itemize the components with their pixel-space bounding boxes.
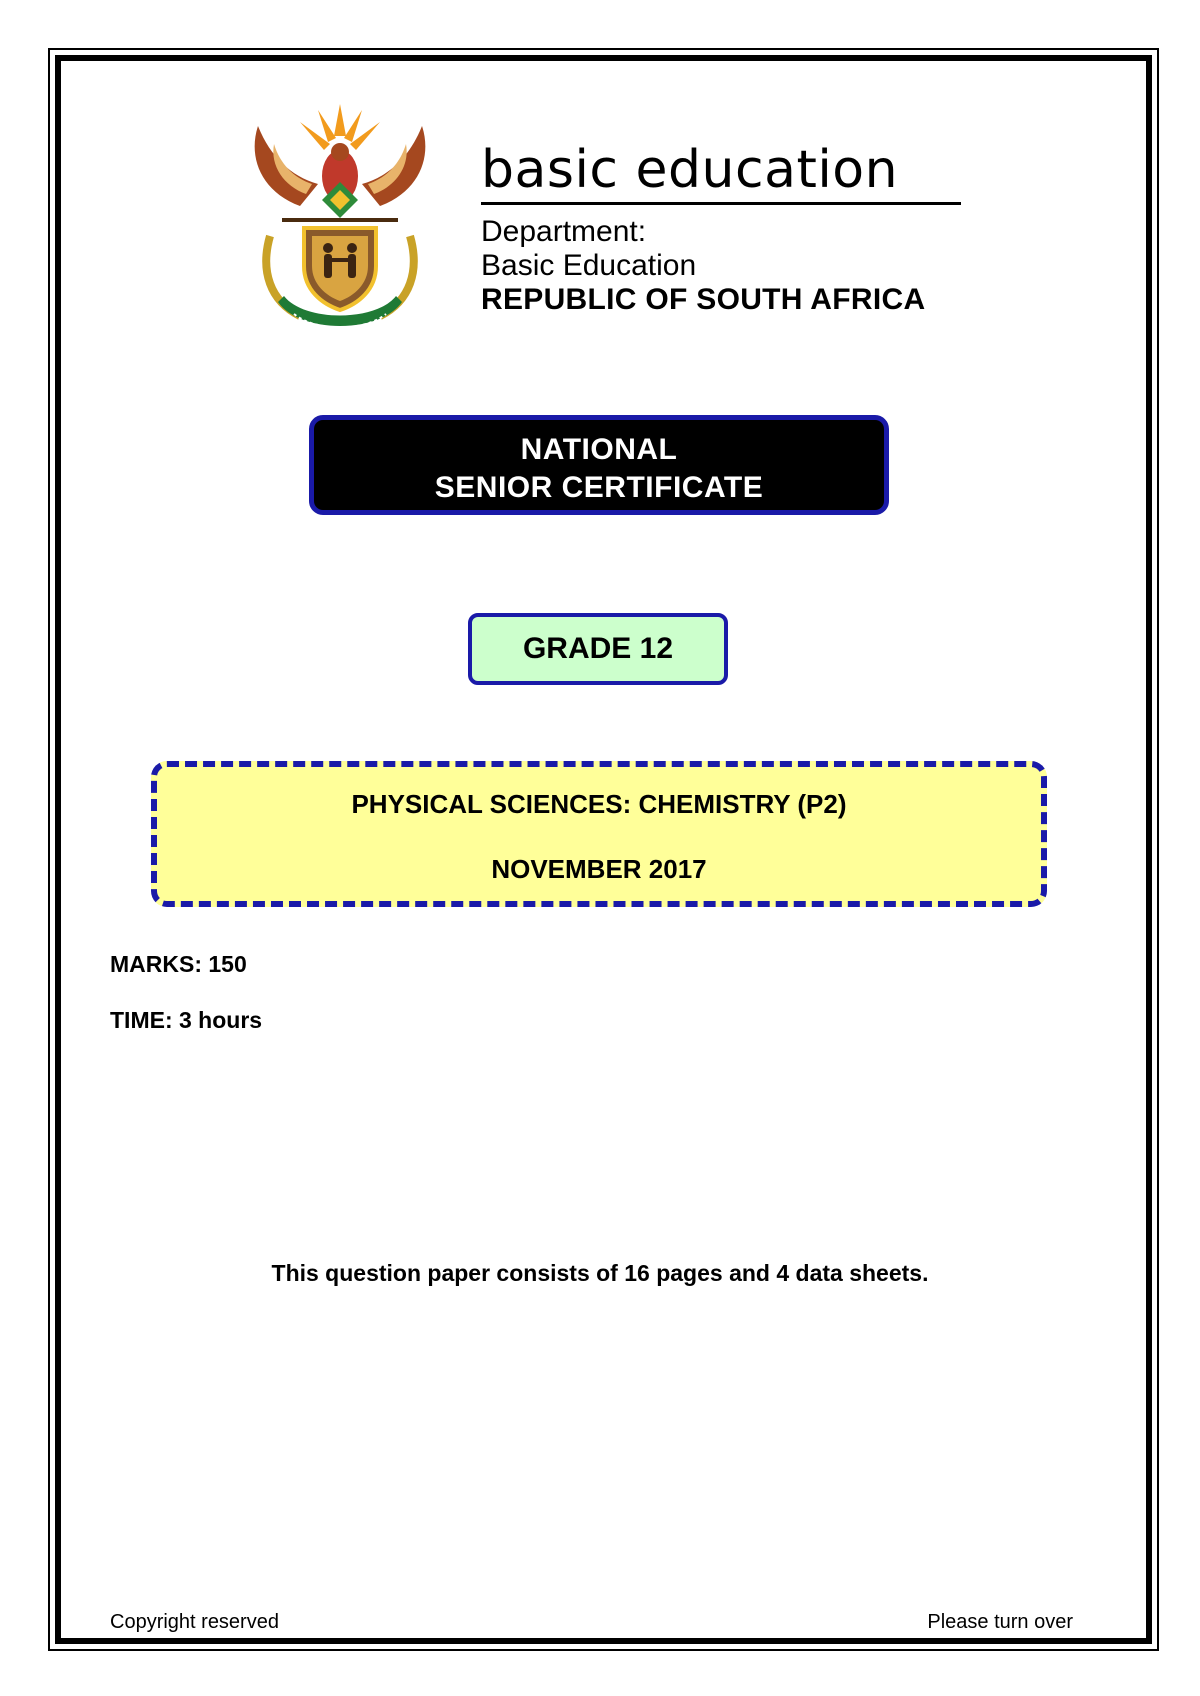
grade-badge: GRADE 12 [468, 613, 728, 685]
turn-over-footer: Please turn over [927, 1611, 1073, 1633]
certificate-line-1: NATIONAL [520, 433, 678, 466]
subject-title: PHYSICAL SCIENCES: CHEMISTRY (P2) [351, 789, 847, 819]
subject-box [151, 761, 1047, 907]
time-text: TIME: 3 hours [110, 1007, 263, 1033]
certificate-line-2: SENIOR CERTIFICATE [434, 471, 764, 504]
brand-title: basic education [481, 140, 899, 200]
department-brand [481, 140, 961, 317]
brand-divider [481, 202, 961, 205]
exam-session: NOVEMBER 2017 [491, 854, 707, 884]
copyright-footer: Copyright reserved [110, 1611, 279, 1633]
department-name: Basic Education [481, 249, 697, 282]
certificate-title-box [309, 415, 889, 515]
coat-of-arms-icon [240, 96, 440, 341]
country-name: REPUBLIC OF SOUTH AFRICA [481, 283, 926, 316]
marks-text: MARKS: 150 [110, 951, 247, 977]
department-label: Department: [481, 215, 647, 248]
page-count-notice: This question paper consists of 16 pages and 4 data sheets. [271, 1260, 929, 1286]
